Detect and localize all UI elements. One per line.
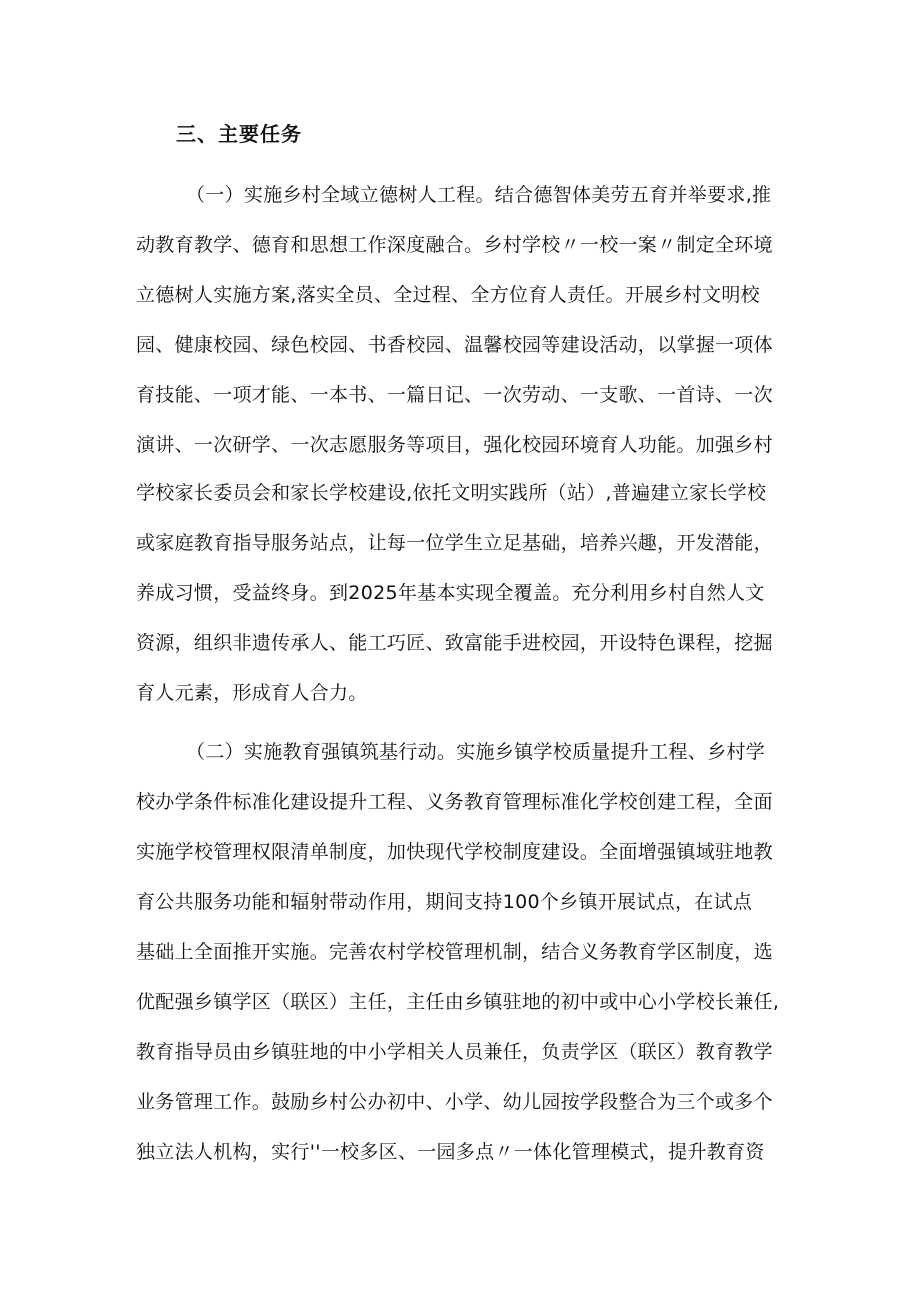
paragraph-2-line: 育公共服务功能和辐射带动作用，期间支持100个乡镇开展试点，在试点 [136, 891, 753, 913]
paragraph-1-line: 育技能、一项才能、一本书、一篇日记、一次劳动、一支歌、一首诗、一次 [136, 384, 773, 406]
paragraph-1-line: 或家庭教育指导服务站点，让每一位学生立足基础，培养兴趣，开发潜能， [136, 532, 773, 554]
section-heading: 三、主要任务 [176, 122, 302, 146]
paragraph-1-line: 演讲、一次研学、一次志愿服务等项目，强化校园环境育人功能。加强乡村 [136, 434, 773, 456]
paragraph-1-line: 资源，组织非遗传承人、能工巧匠、致富能手进校园，开设特色课程，挖掘 [136, 632, 773, 654]
paragraph-1-line: 学校家长委员会和家长学校建设,依托文明实践所（站）,普遍建立家长学校 [136, 482, 767, 504]
paragraph-2-line: 独立法人机构，实行''一校多区、一园多点〃一体化管理模式，提升教育资 [136, 1141, 765, 1163]
paragraph-1-line: 养成习惯，受益终身。到2025年基本实现全覆盖。充分利用乡村自然人文 [136, 582, 765, 604]
paragraph-2-line: 教育指导员由乡镇驻地的中小学相关人员兼任，负责学区（联区）教育教学 [136, 1041, 773, 1063]
paragraph-2-line: 业务管理工作。鼓励乡村公办初中、小学、幼儿园按学段整合为三个或多个 [136, 1091, 773, 1113]
paragraph-2-line: （二）实施教育强镇筑基行动。实施乡镇学校质量提升工程、乡村学 [186, 741, 766, 763]
paragraph-2-line: 优配强乡镇学区（联区）主任，主任由乡镇驻地的初中或中心小学校长兼任, [136, 991, 780, 1013]
paragraph-2-line: 实施学校管理权限清单制度，加快现代学校制度建设。全面增强镇域驻地教 [136, 841, 773, 863]
paragraph-1-line: 动教育教学、德育和思想工作深度融合。乡村学校〃一校一案〃制定全环境 [136, 234, 773, 256]
paragraph-1-line: 立德树人实施方案,落实全员、全过程、全方位育人责任。开展乡村文明校 [136, 284, 760, 306]
paragraph-1-line: 园、健康校园、绿色校园、书香校园、温馨校园等建设活动，以掌握一项体 [136, 334, 773, 356]
paragraph-1-line: （一）实施乡村全域立德树人工程。结合德智体美劳五育并举要求,推 [186, 184, 772, 206]
paragraph-2-line: 校办学条件标准化建设提升工程、义务教育管理标准化学校创建工程，全面 [136, 791, 773, 813]
paragraph-1-line: 育人元素，形成育人合力。 [136, 682, 368, 704]
paragraph-2-line: 基础上全面推开实施。完善农村学校管理机制，结合义务教育学区制度，选 [136, 941, 773, 963]
